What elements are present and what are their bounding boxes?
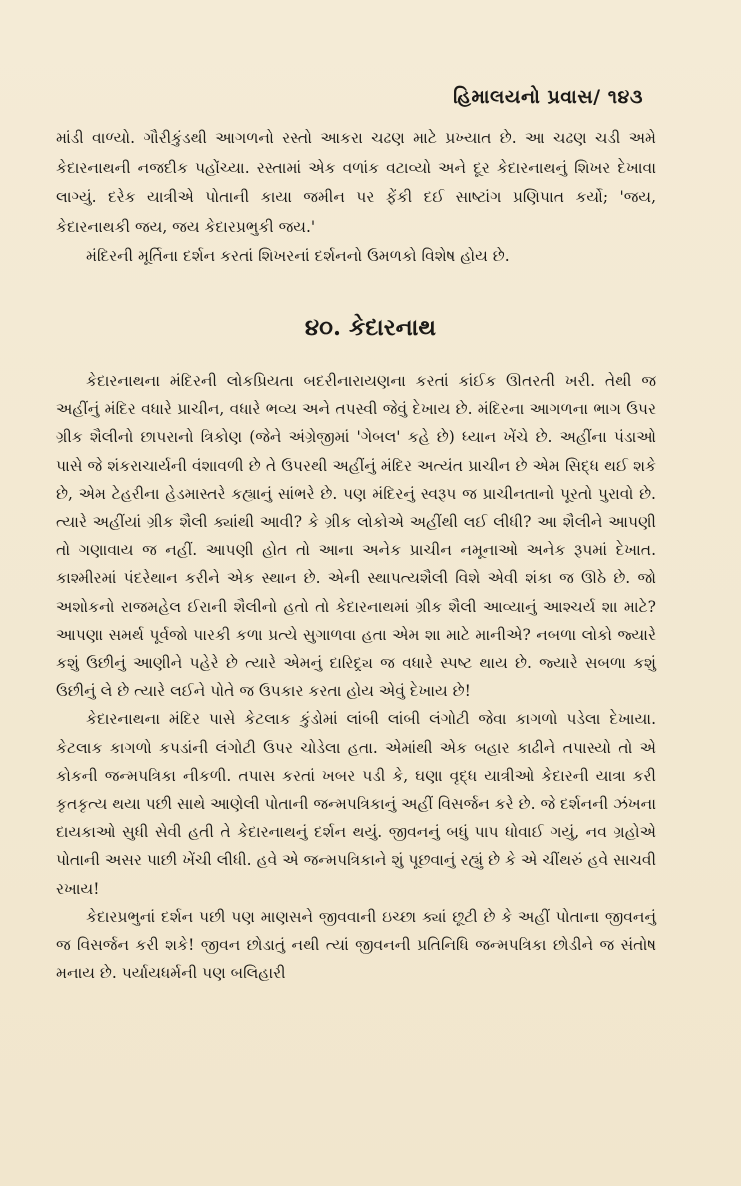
- body-paragraph-3: કેદારપ્રભુનાં દર્શન પછી પણ માણસને જીવવાની ઇચ્છા ક્યાં છૂટી છે કે અહીં પોતાના જીવનનું જ વિસર્જન કરી શકે! જીવન છોડાતું નથી ત્યાં જીવનની પ્રતિનિધિ જન્મપત્રિકા છોડીને જ સંતોષ મનાય છે. પર્યાયધર્મની પણ બલિહારી: [56, 907, 656, 983]
- intro-paragraph-1: માંડી વાળ્યો. ગૌરીકુંડથી આગળનો રસ્તો આકરા ચઢણ માટે પ્રખ્યાત છે. આ ચઢણ ચડી અમે કેદારનાથની નજદીક પહોંચ્યા. રસ્તામાં એક વળાંક વટાવ્યો અને દૂર કેદારનાથનું શિખર દેખાવા લાગ્યું. દરેક યાત્રીએ પોતાની કાયા જમીન પર ફેંકી દઈ સાષ્ટાંગ પ્રણિપાત કર્યો; 'જય, કેદારનાથકી જય, જય કેદારપ્રભુકી જય.': [56, 129, 656, 236]
- body-paragraph-1: કેદારનાથના મંદિરની લોકપ્રિયતા બદરીનારાયણના કરતાં કાંઈક ઊતરતી ખરી. તેથી જ અહીંનું મંદિર વધારે પ્રાચીન, વધારે ભવ્ય અને તપસ્વી જેવું દેખાય છે. મંદિરના આગળના ભાગ ઉપર ગ્રીક શૈલીનો છાપરાનો ત્રિકોણ (જેને અંગ્રેજીમાં 'ગેબલ' કહે છે) ધ્યાન ખેંચે છે. અહીંના પંડાઓ પાસે જે શંકરાચાર્યની વંશાવળી છે તે ઉપરથી અહીંનું મંદિર અત્યંત પ્રાચીન છે એમ સિદ્ધ થઈ શકે છે, એમ ટેહરીના હેડમાસ્તરે કહ્યાનું સાંભરે છે. પણ મંદિરનું સ્વરૂપ જ પ્રાચીનતાનો પૂરતો પુરાવો છે. ત્યારે અહીંયાં ગ્રીક શૈલી ક્યાંથી આવી? કે ગ્રીક લોકોએ અહીંથી લઈ લીધી? આ શૈલીને આપણી તો ગણાવાય જ નહીં. આપણી હોત તો આના અનેક પ્રાચીન નમૂનાઓ અનેક રૂપમાં દેખાત. કાશ્મીરમાં પંદરેથાન કરીને એક સ્થાન છે. એની સ્થાપત્યશૈલી વિશે એવી શંકા જ ઊઠે છે. જો અશોકનો રાજમહેલ ઈરાની શૈલીનો હતો તો કેદારનાથમાં ગ્રીક શૈલી આવ્યાનું આશ્ચર્ય શા માટે? આપણા સમર્થ પૂર્વજો પારકી કળા પ્રત્યે સુગાળવા હતા એમ શા માટે માનીએ? નબળા લોકો જ્યારે કશું ઉછીનું આણીને પહેરે છે ત્યારે એમનું દારિદ્ર્ય જ વધારે સ્પષ્ટ થાય છે. જ્યારે સબળા કશું ઉછીનું લે છે ત્યારે લઈને પોતે જ ઉપકાર કરતા હોય એવું દેખાય છે!: [56, 372, 656, 701]
- chapter-body: [56, 367, 656, 987]
- body-paragraph-2: કેદારનાથના મંદિર પાસે કેટલાક કુંડોમાં લાંબી લાંબી લંગોટી જેવા કાગળો પડેલા દેખાયા. કેટલાક કાગળો કપડાંની લંગોટી ઉપર ચોડેલા હતા. એમાંથી એક બહાર કાઢીને તપાસ્યો તો એ કોકની જન્મપત્રિકા નીકળી. તપાસ કરતાં ખબર પડી કે, ઘણા વૃદ્ધ યાત્રીઓ કેદારની યાત્રા કરી કૃતકૃત્ય થયા પછી સાથે આણેલી પોતાની જન્મપત્રિકાનું અહીં વિસર્જન કરે છે. જે દર્શનની ઝંખના દાયકાઓ સુધી સેવી હતી તે કેદારનાથનું દર્શન થયું. જીવનનું બધું પાપ ધોવાઈ ગયું, નવ ગ્રહોએ પોતાની અસર પાછી ખેંચી લીધી. હવે એ જન્મપત્રિકાને શું પૂછવાનું રહ્યું છે કે એ ચીંથરું હવે સાચવી રખાય!: [56, 710, 656, 898]
- intro-text: [56, 124, 656, 272]
- running-header: હિમાલયનો પ્રવાસ/ ૧૪૩: [453, 86, 643, 108]
- intro-paragraph-2: મંદિરની મૂર્તિના દર્શન કરતાં શિખરનાં દર્શનનો ઉમળકો વિશેષ હોય છે.: [86, 247, 510, 266]
- chapter-title: ૪૦. કેદારનાથ: [304, 314, 437, 341]
